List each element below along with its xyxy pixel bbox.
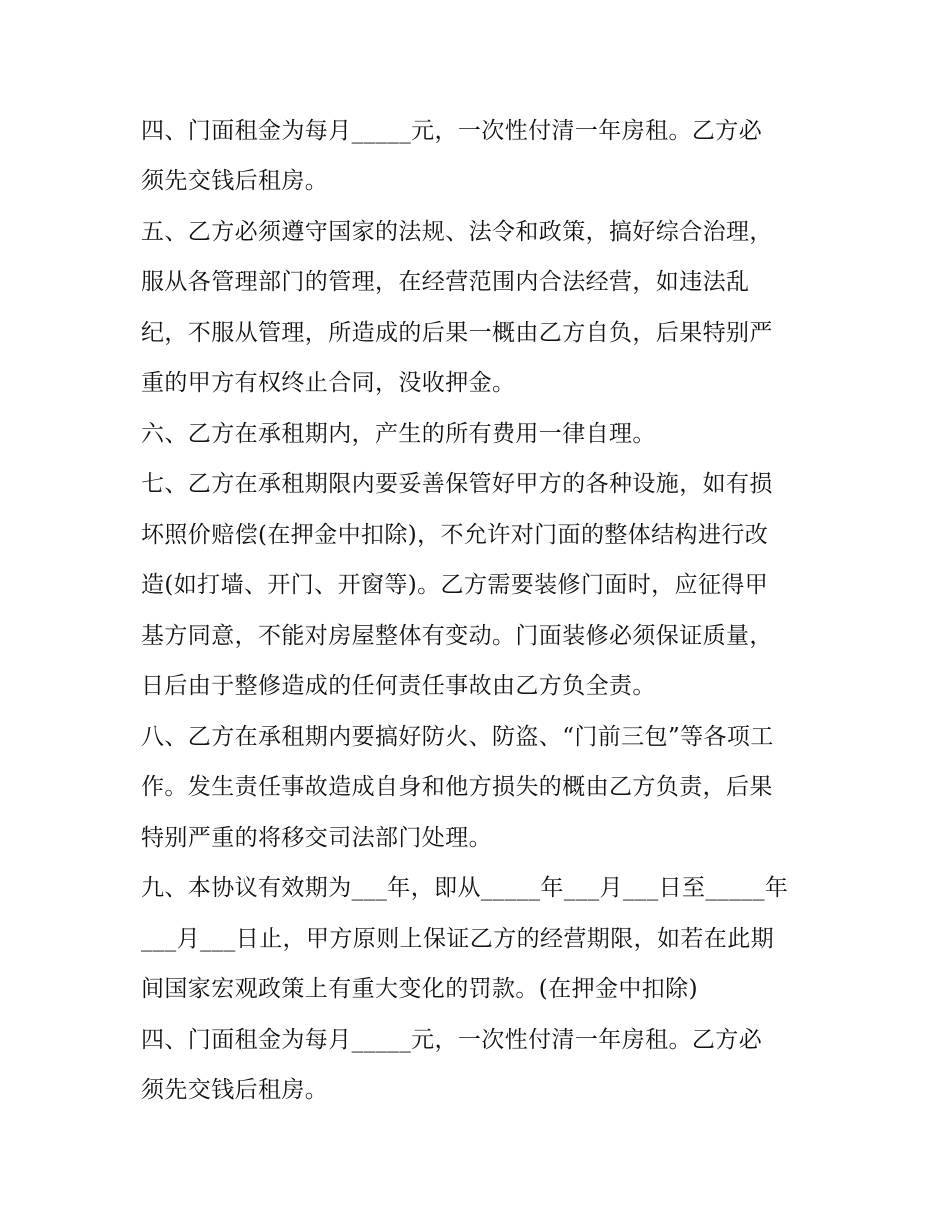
text-line: 须先交钱后租房。 <box>141 1077 329 1103</box>
text-line: 日后由于整修造成的任何责任事故由乙方负全责。 <box>141 673 656 699</box>
text-line: 四、门面租金为每月_____元，一次性付清一年房租。乙方必 <box>141 118 763 144</box>
text-line: 须先交钱后租房。 <box>141 168 329 194</box>
text-line: 八、乙方在承租期内要搞好防火、防盗、“门前三包”等各项工 <box>141 724 774 750</box>
text-line: 作。发生责任事故造成自身和他方损失的概由乙方负责，后果 <box>141 774 773 800</box>
text-line: 六、乙方在承租期内，产生的所有费用一律自理。 <box>141 421 656 447</box>
text-line: 特别严重的将移交司法部门处理。 <box>141 825 492 851</box>
text-line: 间国家宏观政策上有重大变化的罚款。(在押金中扣除) <box>141 976 698 1002</box>
text-line: 重的甲方有权终止合同，没收押金。 <box>141 370 516 396</box>
text-line: ___月___日止，甲方原则上保证乙方的经营期限，如若在此期 <box>141 926 774 952</box>
text-line: 坏照价赔偿(在押金中扣除)，不允许对门面的整体结构进行改 <box>141 522 769 548</box>
text-line: 五、乙方必须遵守国家的法规、法令和政策，搞好综合治理， <box>141 219 773 245</box>
text-line: 九、本协议有效期为___年，即从_____年___月___日至_____年 <box>141 875 789 901</box>
text-line: 造(如打墙、开门、开窗等)。乙方需要装修门面时，应征得甲 <box>141 572 769 598</box>
text-line: 服从各管理部门的管理，在经营范围内合法经营，如违法乱 <box>141 269 750 295</box>
text-line: 四、门面租金为每月_____元，一次性付清一年房租。乙方必 <box>141 1027 763 1053</box>
text-line: 纪，不服从管理，所造成的后果一概由乙方自负，后果特别严 <box>141 320 773 346</box>
text-line: 七、乙方在承租期限内要妥善保管好甲方的各种设施，如有损 <box>141 471 773 497</box>
text-line: 基方同意，不能对房屋整体有变动。门面装修必须保证质量， <box>141 623 773 649</box>
